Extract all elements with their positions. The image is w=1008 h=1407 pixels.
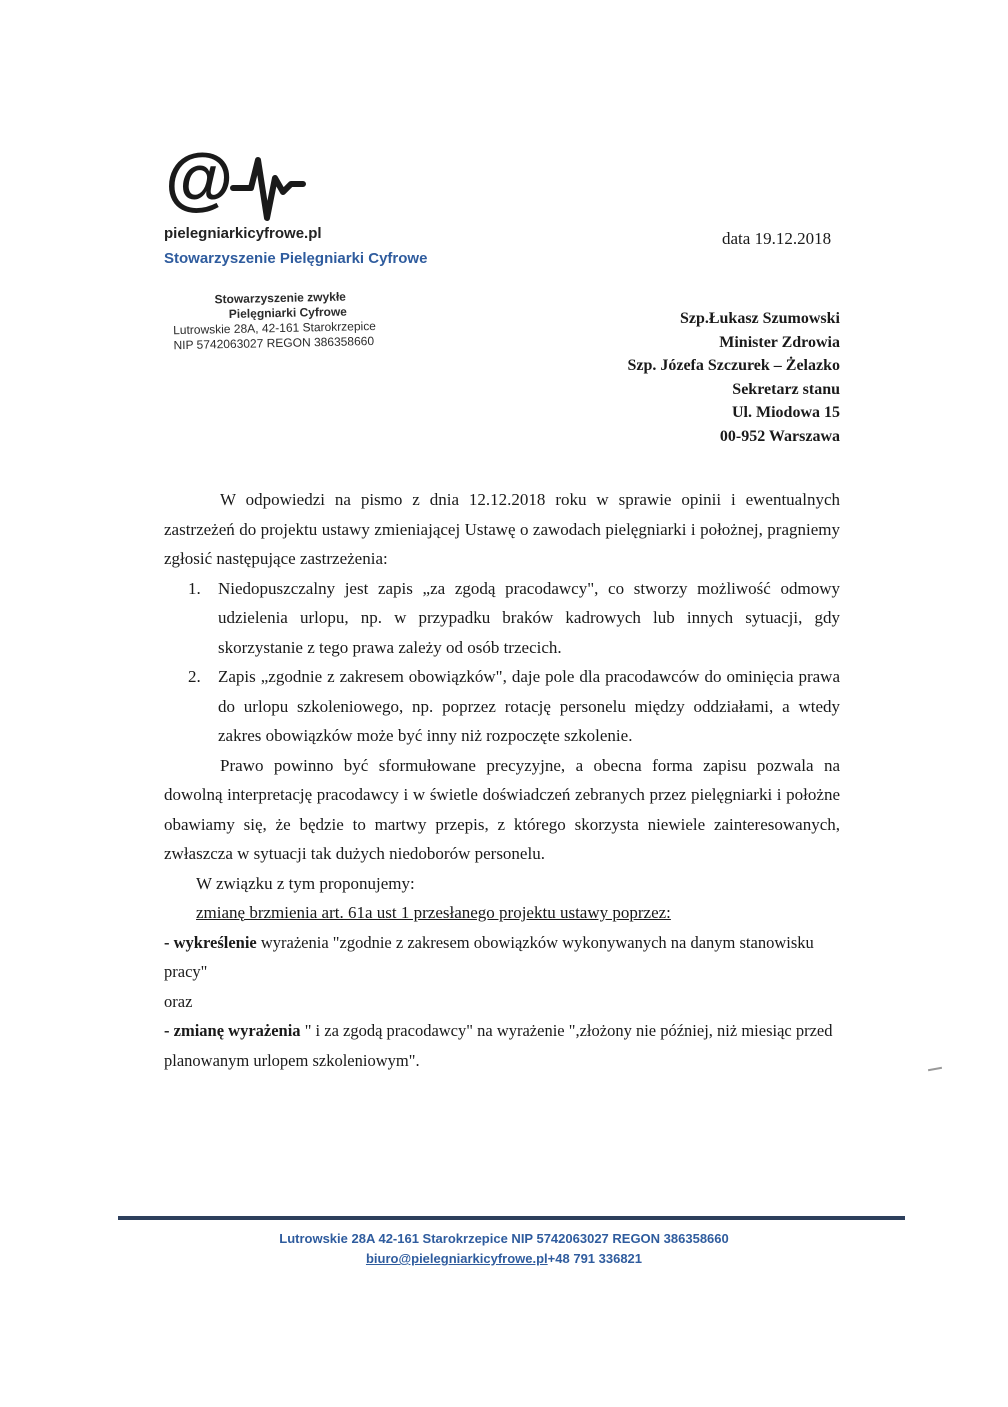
footer-address: Lutrowskie 28A 42-161 Starokrzepice NIP 5742063027 REGON 386358660 <box>279 1231 729 1246</box>
pen-mark <box>928 1067 942 1071</box>
proposal-changes <box>164 928 840 1076</box>
list-item-number: 2. <box>188 667 201 686</box>
change-1-text: wyrażenia "zgodnie z zakresem obowiązków wykonywanych na danym stanowisku pracy" <box>164 932 814 981</box>
change-1-dash: - <box>164 932 174 952</box>
recipient-name-2: Szp. Józefa Szczurek – Żelazko <box>627 357 840 374</box>
list-item-text: Zapis „zgodnie z zakresem obowiązków", daje pole dla pracodawców do ominięcia prawa do urlopu szkoleniowego, np. poprzez rotację personelu między oddziałami, a wtedy zakres obowiązków może być inny niż rozpoczęte szkolenie. <box>218 667 840 745</box>
logo-heartbeat-icon <box>163 140 323 230</box>
change-2-dash: - <box>164 1021 174 1040</box>
change-2 <box>164 1016 840 1075</box>
logo-at-sign: @ <box>165 140 234 217</box>
organization-stamp <box>172 289 383 353</box>
org-name: Stowarzyszenie Pielęgniarki Cyfrowe <box>164 250 428 267</box>
footer-contact <box>0 1249 1008 1269</box>
stamp-line-2: Pielęgniarki Cyfrowe <box>228 304 348 322</box>
footer-email-link[interactable]: biuro@pielegniarkicyfrowe.pl <box>365 1251 548 1266</box>
intro-paragraph: W odpowiedzi na pismo z dnia 12.12.2018 roku w sprawie opinii i ewentualnych zastrzeżeń do projektu ustawy zmieniającej Ustawę o zawodach pielęgniarki i położnej, pragniemy zgłosić następujące zastrzeżenia: <box>164 490 840 568</box>
logo <box>163 140 423 235</box>
letter-body <box>164 485 840 1075</box>
argument-paragraph: Prawo powinno być sformułowane precyzyjne, a obecna forma zapisu pozwala na dowolną interpretację pracodawcy i w świetle doświadczeń zebranych przez pielęgniarki i położne obawiamy się, że będzie to martwy przepis, z którego skorzysta niewiele zainteresowanych, zwłaszcza w sytuacji tak dużych niedoborów personelu. <box>164 755 840 863</box>
list-item-text: Niedopuszczalny jest zapis „za zgodą pracodawcy", co stworzy możliwość odmowy udzielenia urlopu, np. w przypadku braków kadrowych lub innych sytuacji, gdy skorzystanie z tego prawa zależy od osób trzecich. <box>218 578 840 657</box>
recipient-name: Szp.Łukasz Szumowski <box>679 310 840 327</box>
change-1 <box>164 928 840 987</box>
recipient-title: Minister Zdrowia <box>719 333 840 351</box>
list-item <box>164 662 840 751</box>
recipient-street: Ul. Miodowa 15 <box>732 404 840 421</box>
footer-phone: +48 791 336821 <box>547 1251 643 1266</box>
stamp-line-1: Stowarzyszenie zwykłe <box>214 289 347 307</box>
oraz-text: oraz <box>164 991 193 1011</box>
proposal-heading-text: zmianę brzmienia art. 61a ust 1 przesłanego projektu ustawy poprzez: <box>196 903 671 922</box>
objections-list <box>164 574 840 751</box>
list-item-number: 1. <box>188 578 201 598</box>
stamp-line-3: Lutrowskie 28A, 42-161 Starokrzepice <box>173 318 377 338</box>
proposal-heading <box>164 898 840 928</box>
change-1-bold: wykreślenie <box>173 932 257 952</box>
recipient-title-2: Sekretarz stanu <box>732 380 840 398</box>
change-2-text: " i za zgodą pracodawcy" na wyrażenie ",złożony nie później, niż miesiąc przed planowanym urlopem szkoleniowym". <box>164 1021 833 1070</box>
proposal-intro: W związku z tym proponujemy: <box>196 873 415 893</box>
list-item <box>164 574 840 663</box>
stamp-line-4: NIP 5742063027 REGON 386358660 <box>173 333 375 353</box>
letter-date: data 19.12.2018 <box>722 229 832 248</box>
footer-divider <box>118 1216 905 1220</box>
recipient-block <box>627 307 840 448</box>
change-2-bold: zmianę wyrażenia <box>173 1021 301 1040</box>
recipient-city: 00-952 Warszawa <box>719 427 840 445</box>
footer <box>0 1229 1008 1269</box>
org-domain: pielegniarkicyfrowe.pl <box>164 225 322 242</box>
